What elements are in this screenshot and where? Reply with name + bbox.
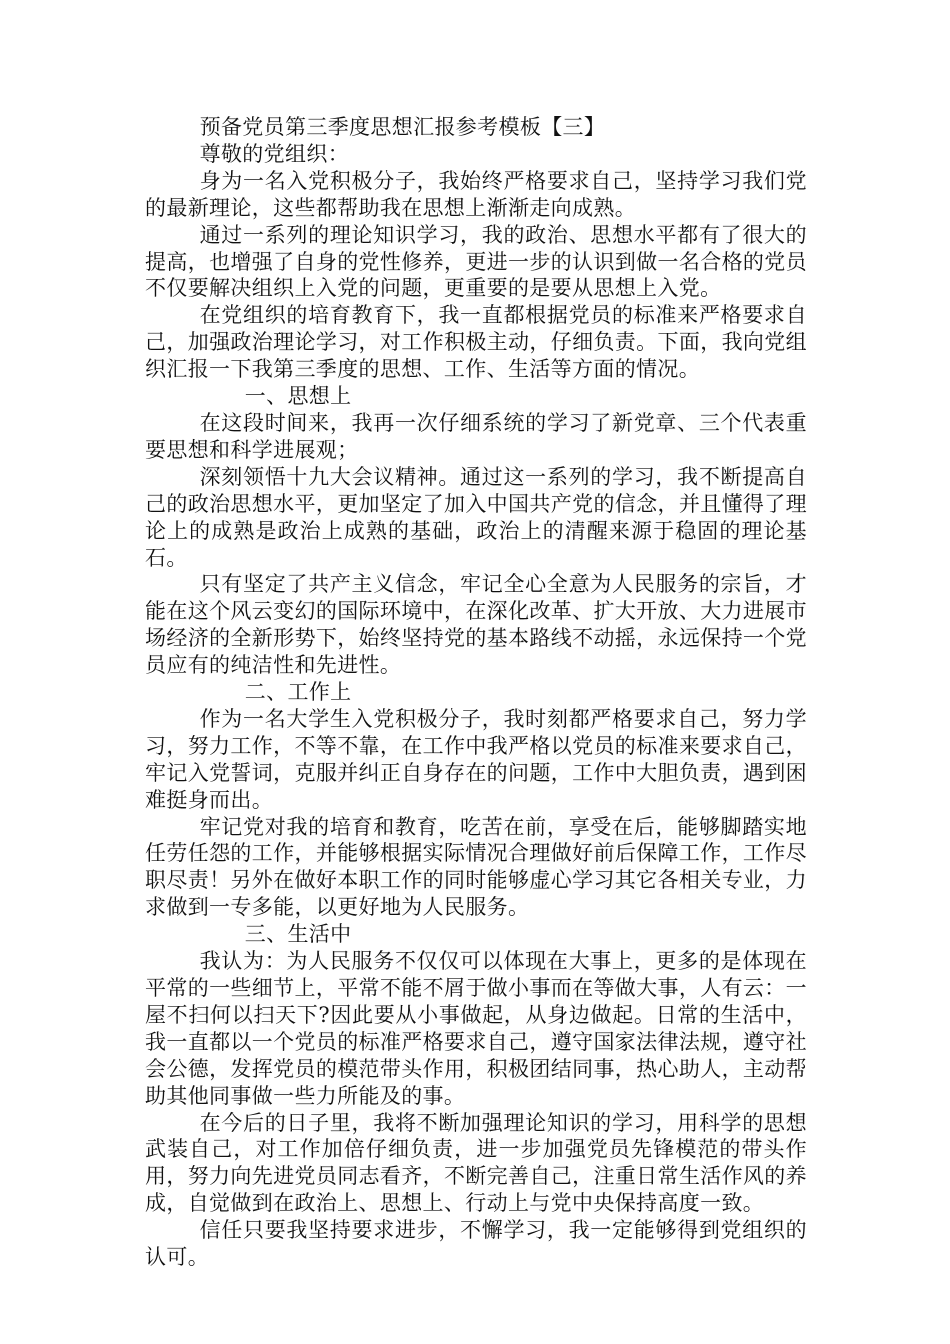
section-paragraph: 我认为：为人民服务不仅仅可以体现在大事上，更多的是体现在平常的一些细节上，平常不能不屑于做小事而在等做大事，人有云：一屋不扫何以扫天下?因此要从小事做起，从身边做起。日常的生活中，我一直都以一个党员的标准严格要求自己，遵守国家法律法规，遵守社会公德，发挥党员的模范带头作用，积极团结同事，热心助人，主动帮助其他同事做一些力所能及的事。: [145, 949, 807, 1108]
section-paragraph: 深刻领悟十九大会议精神。通过这一系列的学习，我不断提高自己的政治思想水平，更加坚定了加入中国共产党的信念，并且懂得了理论上的成熟是政治上成熟的基础，政治上的清醒来源于稳固的理论基石。: [145, 464, 807, 570]
section-paragraph: 牢记党对我的培育和教育，吃苦在前，享受在后，能够脚踏实地任劳任怨的工作，并能够根据实际情况合理做好前后保障工作，工作尽职尽责！另外在做好本职工作的同时能够虚心学习其它各相关专业，力求做到一专多能，以更好地为人民服务。: [145, 814, 807, 920]
section-heading-thought: 一、思想上: [244, 384, 352, 409]
document-body: [145, 114, 807, 1271]
salutation: 尊敬的党组织：: [199, 141, 350, 166]
section-paragraph: 在这段时间来，我再一次仔细系统的学习了新党章、三个代表重要思想和科学进展观；: [145, 410, 807, 462]
document-title: 预备党员第三季度思想汇报参考模板【三】: [199, 115, 606, 139]
intro-paragraph: 在党组织的培育教育下，我一直都根据党员的标准来严格要求自己，加强政治理论学习，对工作积极主动，仔细负责。下面，我向党组织汇报一下我第三季度的思想、工作、生活等方面的情况。: [145, 303, 807, 382]
section-heading-work: 二、工作上: [244, 680, 352, 705]
section-paragraph: 在今后的日子里，我将不断加强理论知识的学习，用科学的思想武装自己，对工作加倍仔细负责，进一步加强党员先锋模范的带头作用，努力向先进党员同志看齐，不断完善自己，注重日常生活作风的养成，自觉做到在政治上、思想上、行动上与党中央保持高度一致。: [145, 1110, 807, 1216]
section-heading-life: 三、生活中: [244, 922, 352, 947]
closing-paragraph: 信任只要我坚持要求进步，不懈学习，我一定能够得到党组织的认可。: [145, 1218, 807, 1270]
intro-paragraph: 通过一系列的理论知识学习，我的政治、思想水平都有了很大的提高，也增强了自身的党性修养，更进一步的认识到做一名合格的党员不仅要解决组织上入党的问题，更重要的是要从思想上入党。: [145, 222, 807, 301]
section-paragraph: 只有坚定了共产主义信念，牢记全心全意为人民服务的宗旨，才能在这个风云变幻的国际环境中，在深化改革、扩大开放、大力进展市场经济的全新形势下，始终坚持党的基本路线不动摇，永远保持一个党员应有的纯洁性和先进性。: [145, 572, 807, 678]
intro-paragraph: 身为一名入党积极分子，我始终严格要求自己，坚持学习我们党的最新理论，这些都帮助我在思想上渐渐走向成熟。: [145, 168, 807, 220]
section-paragraph: 作为一名大学生入党积极分子，我时刻都严格要求自己，努力学习，努力工作，不等不靠，在工作中我严格以党员的标准来要求自己，牢记入党誓词，克服并纠正自身存在的问题，工作中大胆负责，遇到困难挺身而出。: [145, 706, 807, 812]
